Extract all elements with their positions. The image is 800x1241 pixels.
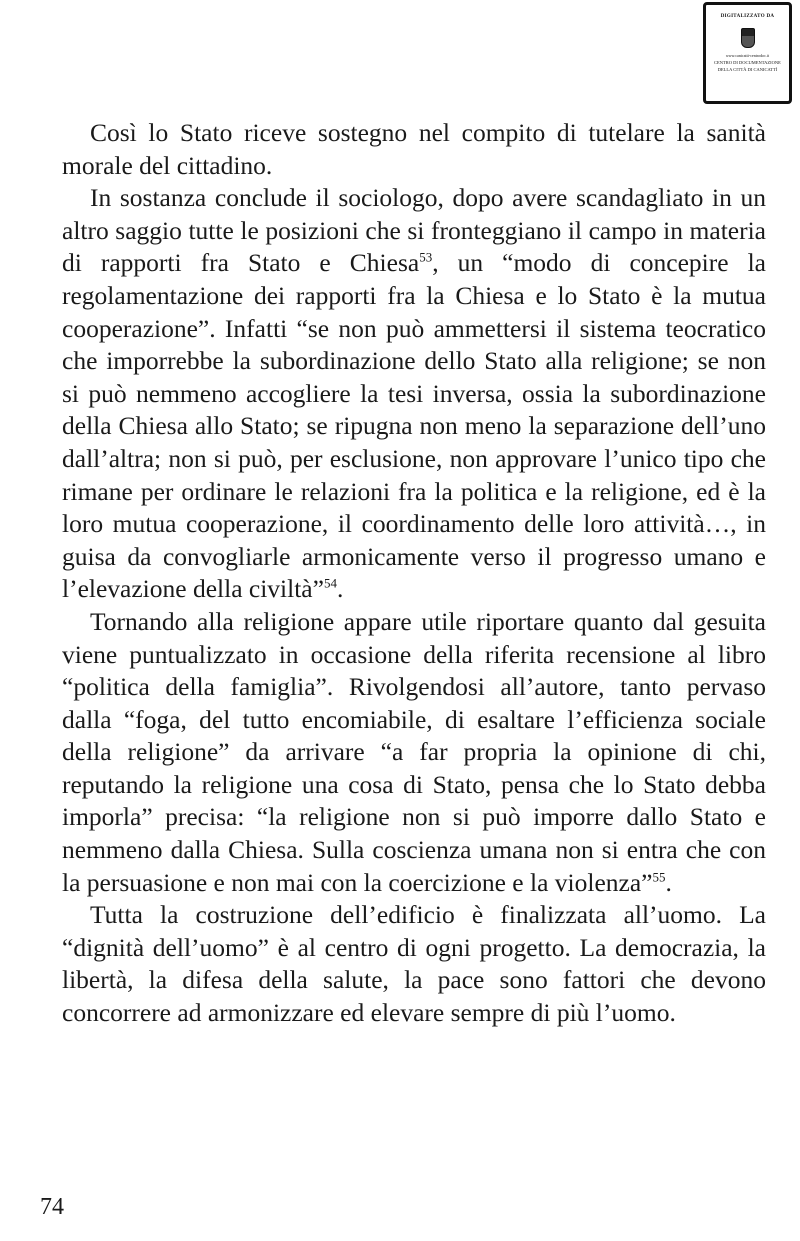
stamp-line-1: CENTRO DI DOCUMENTAZIONE	[714, 60, 781, 65]
footnote-ref-53: 53	[419, 249, 433, 265]
footnote-ref-55: 55	[652, 869, 666, 885]
paragraph-4: Tutta la costruzione dell’edificio è finalizzata all’uomo. La “dignità dell’uomo” è al centro di ogni progetto. La democrazia, la libertà, la difesa della salute, la pace sono fattori che devono concorrere ad armonizzare ed elevare sempre di più l’uomo.	[62, 900, 766, 1028]
paragraph-2	[62, 182, 766, 606]
paragraph-3-text-b: .	[665, 867, 672, 897]
paragraph-3-text-a: Tornando alla religione appare utile riportare quanto dal gesuita viene puntualizzato in occasione della riferita recensione al libro “politica della famiglia”. Rivolgendosi all’autore, tanto pervaso dalla “foga, del tutto encomiabile, di esaltare l’efficienza sociale della religione” da arrivare “a far propria la opinione di chi, reputando la religione una cosa di Stato, pensa che lo Stato debba imporla” precisa: “la religione non si può imporre dallo Stato e nemmeno dalla Chiesa. Sulla coscienza umana non si entra che con la persuasione e non mai con la coercizione e la violenza”	[62, 606, 766, 897]
stamp-title: DIGITALIZZATO DA	[720, 14, 775, 19]
paragraph-3	[62, 606, 766, 899]
body-text	[62, 117, 766, 1030]
stamp-website: www.canicatti-centrodoc.it	[725, 53, 770, 58]
footnote-ref-54: 54	[323, 575, 337, 591]
paragraph-2-text-b: , un “modo di concepire la regolamentazione dei rapporti fra la Chiesa e lo Stato è la mutua cooperazione”. Infatti “se non può ammettersi il sistema teocratico che imporrebbe la subordinazione dello Stato alla religione; se non si può nemmeno accogliere la tesi inversa, ossia la subordinazione della Chiesa allo Stato; se ripugna non meno la separazione dell’uno dall’altra; non si può, per esclusione, non approvare l’unico tipo che rimane per ordinare le relazioni fra la politica e la religione, ed è la loro mutua cooperazione, il coordinamento delle loro attività…, in guisa da convogliarle armonicamente verso il progresso umano e l’elevazione della civiltà”	[62, 248, 766, 604]
stamp-line-2: DELLA CITTÀ DI CANICATTÌ	[717, 67, 778, 72]
paragraph-2-text-a: In sostanza conclude il sociologo, dopo avere scandagliato in un altro saggio tutte le posizioni che si fronteggiano il campo in materia di rapporti fra Stato e Chiesa	[62, 183, 766, 278]
coat-of-arms-icon	[741, 28, 755, 48]
digitization-stamp	[703, 2, 792, 104]
paragraph-1: Così lo Stato riceve sostegno nel compito di tutelare la sanità morale del cittadino.	[62, 118, 766, 180]
page-number: 74	[40, 1194, 64, 1220]
paragraph-2-end: .	[336, 574, 344, 604]
